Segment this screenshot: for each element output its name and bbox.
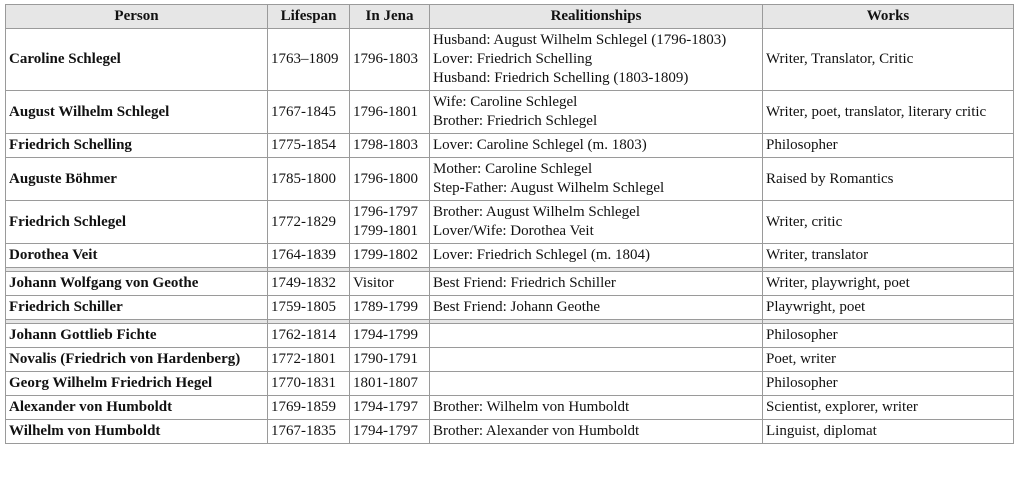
in-jena-cell <box>350 396 430 420</box>
person-cell: Georg Wilhelm Friedrich Hegel <box>6 372 268 396</box>
in-jena-period: Visitor <box>353 275 394 291</box>
relationship-line: Lover: Friedrich Schlegel (m. 1804) <box>433 247 651 263</box>
works-cell: Writer, poet, translator, literary critic <box>763 91 1014 134</box>
works-cell: Writer, Translator, Critic <box>763 29 1014 91</box>
person-cell: August Wilhelm Schlegel <box>6 91 268 134</box>
works-cell: Scientist, explorer, writer <box>763 396 1014 420</box>
works-cell: Philosopher <box>763 134 1014 158</box>
person-cell: Auguste Böhmer <box>6 158 268 201</box>
relationship-line: Best Friend: Friedrich Schiller <box>433 275 616 291</box>
in-jena-cell <box>350 201 430 244</box>
person-cell: Friedrich Schlegel <box>6 201 268 244</box>
relationships-cell <box>430 134 763 158</box>
works-cell: Playwright, poet <box>763 296 1014 320</box>
person-cell: Novalis (Friedrich von Hardenberg) <box>6 348 268 372</box>
person-cell: Friedrich Schiller <box>6 296 268 320</box>
relationship-line: Step-Father: August Wilhelm Schlegel <box>433 180 665 196</box>
relationship-line: Brother: Wilhelm von Humboldt <box>433 399 630 415</box>
person-cell: Friedrich Schelling <box>6 134 268 158</box>
relationship-line: Lover/Wife: Dorothea Veit <box>433 223 594 239</box>
in-jena-period: 1789-1799 <box>353 299 418 315</box>
works-cell: Philosopher <box>763 324 1014 348</box>
person-cell: Johann Wolfgang von Geothe <box>6 272 268 296</box>
in-jena-cell <box>350 244 430 268</box>
in-jena-cell <box>350 420 430 444</box>
table-body <box>6 29 1014 444</box>
in-jena-period: 1799-1802 <box>353 247 418 263</box>
in-jena-period: 1796-1800 <box>353 170 418 187</box>
relationships-cell <box>430 324 763 348</box>
works-cell: Poet, writer <box>763 348 1014 372</box>
works-cell: Writer, playwright, poet <box>763 272 1014 296</box>
in-jena-period: 1799-1801 <box>353 223 418 239</box>
relationships-cell <box>430 272 763 296</box>
relationship-line: Best Friend: Johann Geothe <box>433 299 601 315</box>
relationships-cell <box>430 91 763 134</box>
table-row <box>6 420 1014 444</box>
table-row <box>6 324 1014 348</box>
lifespan-cell: 1770-1831 <box>268 372 350 396</box>
relationships-cell <box>430 372 763 396</box>
table-row <box>6 372 1014 396</box>
table-row <box>6 244 1014 268</box>
lifespan-cell: 1785-1800 <box>268 158 350 201</box>
lifespan-cell: 1759-1805 <box>268 296 350 320</box>
in-jena-period: 1796-1797 <box>353 204 418 220</box>
person-cell: Caroline Schlegel <box>6 29 268 91</box>
in-jena-period: 1798-1803 <box>353 137 418 153</box>
romantics-table <box>5 4 1014 444</box>
table-row <box>6 272 1014 296</box>
relationship-line: Wife: Caroline Schlegel <box>433 94 578 110</box>
in-jena-period: 1794-1797 <box>353 423 418 439</box>
relationship-line: Lover: Caroline Schlegel (m. 1803) <box>433 137 647 153</box>
header-in-jena: In Jena <box>350 5 430 29</box>
works-cell: Linguist, diplomat <box>763 420 1014 444</box>
table-row <box>6 396 1014 420</box>
relationship-line: Brother: Alexander von Humboldt <box>433 423 640 439</box>
in-jena-period: 1796-1803 <box>353 51 418 67</box>
relationship-line: Brother: Friedrich Schlegel <box>433 113 598 129</box>
lifespan-cell: 1767-1845 <box>268 91 350 134</box>
relationship-line: Brother: August Wilhelm Schlegel <box>433 204 641 220</box>
lifespan-cell: 1749-1832 <box>268 272 350 296</box>
table-row <box>6 201 1014 244</box>
table-row <box>6 296 1014 320</box>
relationships-cell <box>430 420 763 444</box>
in-jena-cell <box>350 91 430 134</box>
person-cell: Dorothea Veit <box>6 244 268 268</box>
lifespan-cell: 1762-1814 <box>268 324 350 348</box>
works-cell: Writer, critic <box>763 201 1014 244</box>
in-jena-cell <box>350 348 430 372</box>
table-row <box>6 91 1014 134</box>
works-cell: Raised by Romantics <box>763 158 1014 201</box>
relationships-cell <box>430 296 763 320</box>
person-cell: Johann Gottlieb Fichte <box>6 324 268 348</box>
in-jena-period: 1796-1801 <box>353 103 418 120</box>
relationship-line: Husband: August Wilhelm Schlegel (1796-1803) <box>433 32 727 48</box>
lifespan-cell: 1764-1839 <box>268 244 350 268</box>
header-row <box>6 5 1014 29</box>
in-jena-cell <box>350 158 430 201</box>
table-row <box>6 29 1014 91</box>
in-jena-cell <box>350 296 430 320</box>
table-row <box>6 158 1014 201</box>
relationship-line: Husband: Friedrich Schelling (1803-1809) <box>433 70 689 86</box>
lifespan-cell: 1775-1854 <box>268 134 350 158</box>
relationships-cell <box>430 201 763 244</box>
relationship-line: Mother: Caroline Schlegel <box>433 161 593 177</box>
relationships-cell <box>430 158 763 201</box>
in-jena-period: 1794-1797 <box>353 399 418 415</box>
in-jena-period: 1794-1799 <box>353 327 418 343</box>
person-cell: Wilhelm von Humboldt <box>6 420 268 444</box>
in-jena-period: 1801-1807 <box>353 375 418 391</box>
in-jena-cell <box>350 372 430 396</box>
relationships-cell <box>430 396 763 420</box>
in-jena-cell <box>350 29 430 91</box>
relationships-cell <box>430 244 763 268</box>
lifespan-cell: 1772-1801 <box>268 348 350 372</box>
lifespan-cell: 1767-1835 <box>268 420 350 444</box>
header-relationships: Realitionships <box>430 5 763 29</box>
header-lifespan: Lifespan <box>268 5 350 29</box>
lifespan-cell: 1763–1809 <box>268 29 350 91</box>
relationships-cell <box>430 29 763 91</box>
relationship-line: Lover: Friedrich Schelling <box>433 51 593 67</box>
lifespan-cell: 1769-1859 <box>268 396 350 420</box>
works-cell: Writer, translator <box>763 244 1014 268</box>
lifespan-cell: 1772-1829 <box>268 201 350 244</box>
in-jena-cell <box>350 324 430 348</box>
table-row <box>6 348 1014 372</box>
in-jena-cell <box>350 134 430 158</box>
header-person: Person <box>6 5 268 29</box>
in-jena-cell <box>350 272 430 296</box>
in-jena-period: 1790-1791 <box>353 351 418 367</box>
table-row <box>6 134 1014 158</box>
relationships-cell <box>430 348 763 372</box>
works-cell: Philosopher <box>763 372 1014 396</box>
person-cell: Alexander von Humboldt <box>6 396 268 420</box>
header-works: Works <box>763 5 1014 29</box>
